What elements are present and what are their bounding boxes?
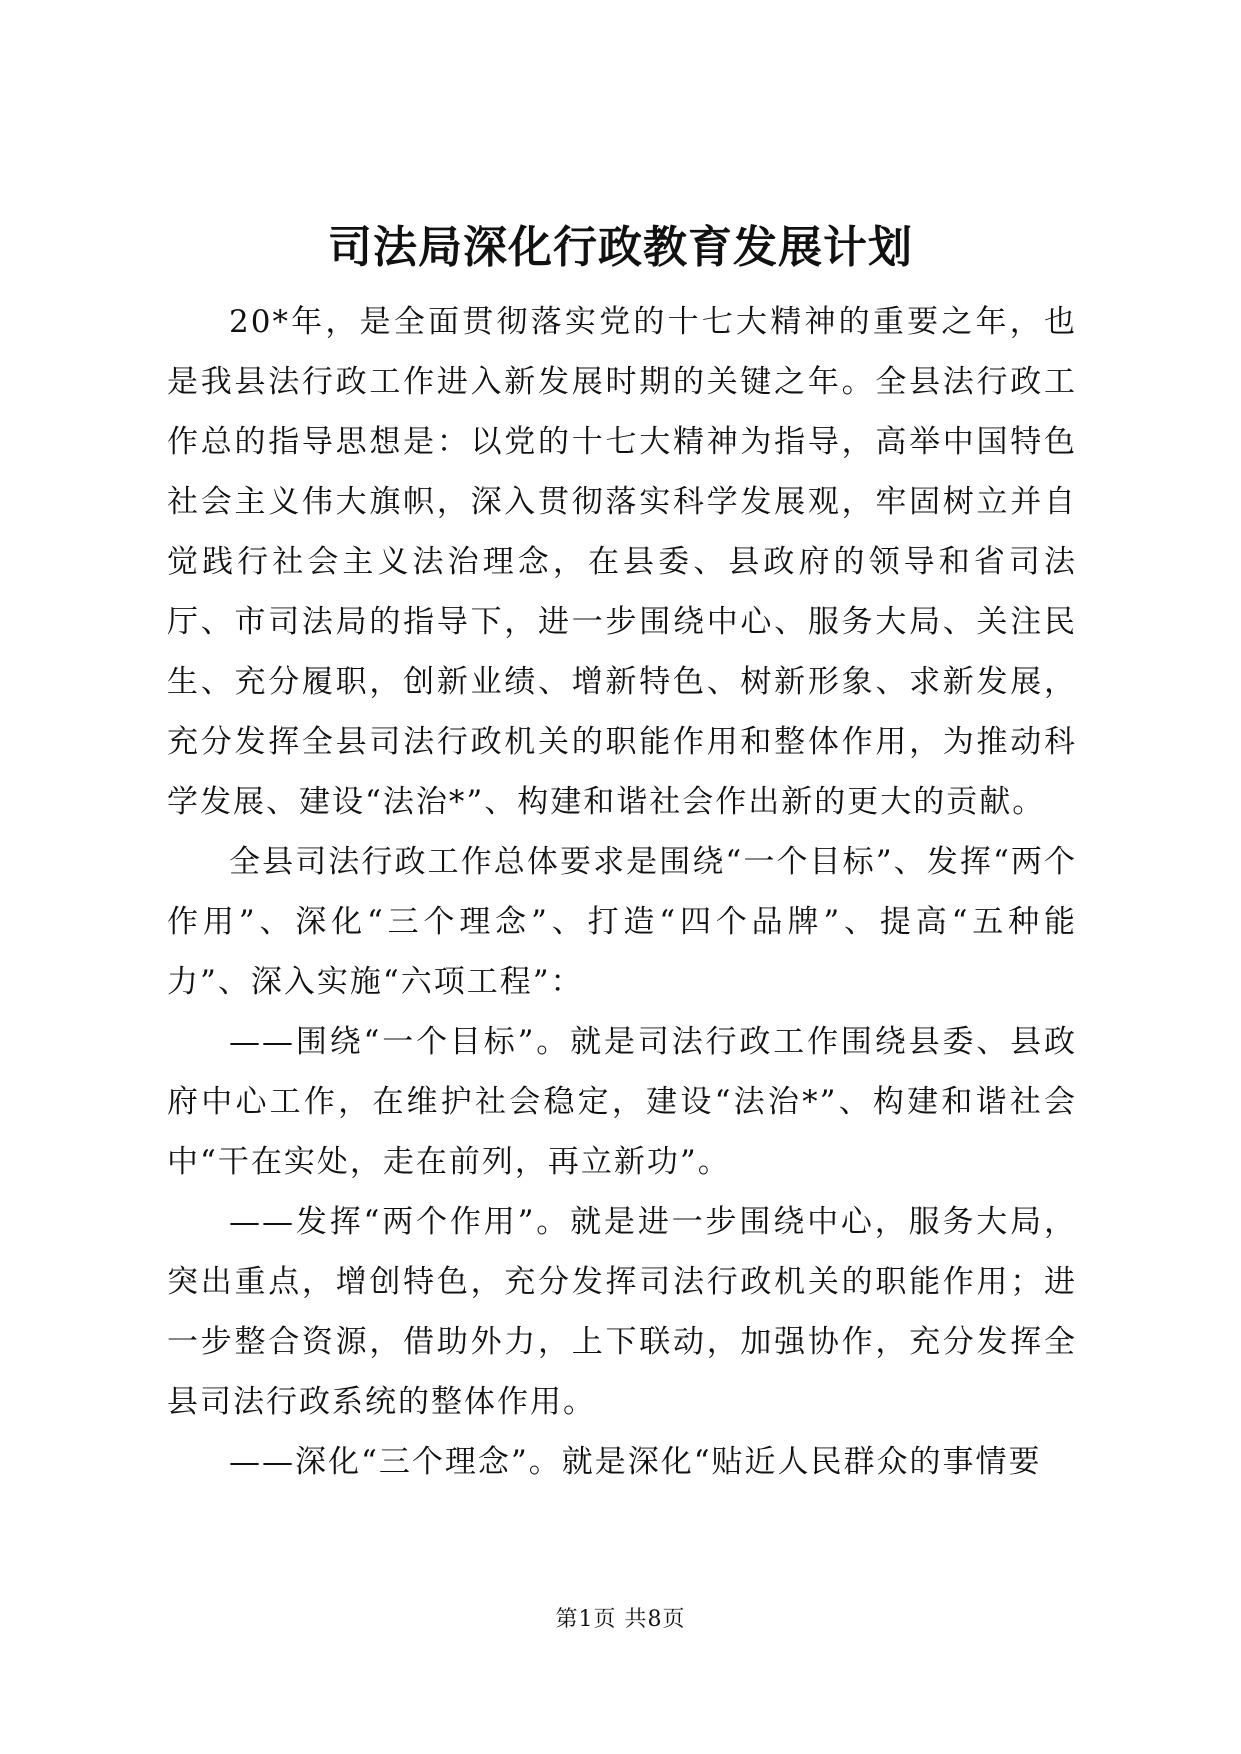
paragraph-requirements: 全县司法行政工作总体要求是围绕“一个目标”、发挥“两个作用”、深化“三个理念”、打造“四个品牌”、提高“五种能力”、深入实施“六项工程”： (167, 844, 1077, 1000)
paragraph-intro: 20*年，是全面贯彻落实党的十七大精神的重要之年，也是我县法行政工作进入新发展时期的关键之年。全县法行政工作总的指导思想是：以党的十七大精神为指导，高举中国特色社会主义伟大旗帜，深入贯彻落实科学发展观，牢固树立并自觉践行社会主义法治理念，在县委、县政府的领导和省司法厅、市司法局的指导下，进一步围绕中心、服务大局、关注民生、充分履职，创新业绩、增新特色、树新形象、求新发展，充分发挥全县司法行政机关的职能作用和整体作用，为推动科学发展、建设“法治*”、构建和谐社会作出新的更大的贡献。 (167, 304, 1077, 820)
page-number-footer: 第1页 共8页 (555, 1607, 686, 1632)
document-body (167, 292, 1077, 1492)
paragraph-two-roles: ——发挥“两个作用”。就是进一步围绕中心，服务大局，突出重点，增创特色，充分发挥司法行政机关的职能作用；进一步整合资源，借助外力，上下联动，加强协作，充分发挥全县司法行政系统的整体作用。 (167, 1204, 1077, 1420)
document-title: 司法局深化行政教育发展计划 (328, 222, 913, 273)
paragraph-one-goal: ——围绕“一个目标”。就是司法行政工作围绕县委、县政府中心工作，在维护社会稳定，建设“法治*”、构建和谐社会中“干在实处，走在前列，再立新功”。 (167, 1024, 1077, 1180)
paragraph-three-concepts: ——深化“三个理念”。就是深化“贴近人民群众的事情要 (229, 1444, 1042, 1480)
